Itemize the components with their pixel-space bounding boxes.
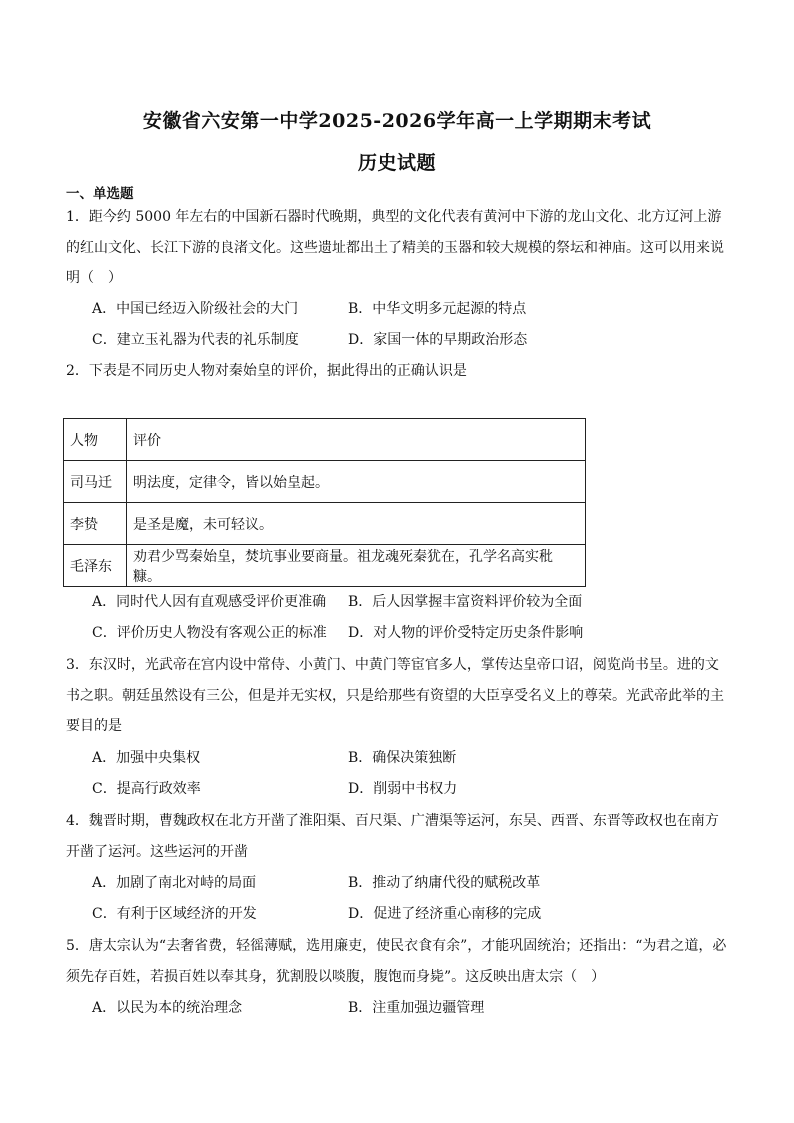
- table-cell-person: 毛泽东: [64, 545, 127, 587]
- question-4-option-c: C．有利于区域经济的开发: [92, 906, 257, 922]
- table-cell-evaluation: 明法度，定律令，皆以始皇起。: [127, 461, 586, 503]
- question-3-option-b: B．确保决策独断: [348, 750, 457, 766]
- question-4-option-a: A．加剧了南北对峙的局面: [92, 875, 257, 891]
- table-header-row: [64, 419, 586, 461]
- question-4-option-d: D．促进了经济重心南移的完成: [348, 906, 542, 922]
- table-row: [64, 503, 586, 545]
- table-cell-person: 司马迁: [64, 461, 127, 503]
- table-row: [64, 461, 586, 503]
- exam-subtitle: 历史试题: [357, 152, 436, 174]
- question-3-stem: 3．东汉时，光武帝在宫内设中常侍、小黄门、中黄门等宦官多人，掌传达皇帝口诏，阅览尚书呈。进的文书之职。朝廷虽然设有三公，但是并无实权，只是给那些有资望的大臣享受名义上的尊荣。光武帝此举的主要目的是: [66, 657, 724, 734]
- table-cell-person: 李贽: [64, 503, 127, 545]
- table-cell-evaluation: 劝君少骂秦始皇，焚坑事业要商量。祖龙魂死秦犹在，孔学名高实秕糠。: [127, 545, 586, 587]
- table-row: [64, 545, 586, 587]
- question-5-option-b: B．注重加强边疆管理: [348, 1000, 485, 1016]
- exam-title: 安徽省六安第一中学2025-2026学年高一上学期期末考试: [142, 110, 652, 132]
- question-3-option-d: D．削弱中书权力: [348, 781, 458, 797]
- question-1-option-d: D．家国一体的早期政治形态: [348, 332, 528, 348]
- question-1-option-b: B．中华文明多元起源的特点: [348, 301, 527, 317]
- question-2-option-b: B．后人因掌握丰富资料评价较为全面: [348, 594, 583, 610]
- section-heading: 一、单选题: [66, 186, 134, 202]
- question-4-stem: 4．魏晋时期，曹魏政权在北方开凿了淮阳渠、百尺渠、广漕渠等运河，东吴、西晋、东晋等政权也在南方开凿了运河。这些运河的开凿: [66, 813, 719, 860]
- table-header-cell: 评价: [127, 419, 586, 461]
- evaluation-table: [63, 418, 586, 587]
- question-2-option-d: D．对人物的评价受特定历史条件影响: [348, 625, 584, 641]
- question-1-stem: 1．距今约 5000 年左右的中国新石器时代晚期，典型的文化代表有黄河中下游的龙山文化、北方辽河上游的红山文化、长江下游的良渚文化。这些遗址都出土了精美的玉器和较大规模的祭坛和神庙。这可以用来说明（ ）: [66, 209, 724, 286]
- question-2-option-a: A．同时代人因有直观感受评价更准确: [92, 594, 327, 610]
- table-header-cell: 人物: [64, 419, 127, 461]
- question-2-option-c: C．评价历史人物没有客观公正的标准: [92, 625, 327, 641]
- question-3-option-c: C．提高行政效率: [92, 781, 201, 797]
- question-3-option-a: A．加强中央集权: [92, 750, 201, 766]
- question-5-stem: 5．唐太宗认为“去奢省费，轻徭薄赋，选用廉吏，使民衣食有余”，才能巩固统治；还指出：“为君之道，必须先存百姓，若损百姓以奉其身，犹割股以啖腹，腹饱而身毙”。这反映出唐太宗（ ）: [66, 938, 727, 985]
- question-2-stem: 2．下表是不同历史人物对秦始皇的评价，据此得出的正确认识是: [66, 363, 467, 379]
- question-1-option-c: C．建立玉礼器为代表的礼乐制度: [92, 332, 299, 348]
- question-5-option-a: A．以民为本的统治理念: [92, 1000, 243, 1016]
- question-1-option-a: A．中国已经迈入阶级社会的大门: [92, 301, 299, 317]
- table-cell-evaluation: 是圣是魔，未可轻议。: [127, 503, 586, 545]
- question-4-option-b: B．推动了纳庸代役的赋税改革: [348, 875, 541, 891]
